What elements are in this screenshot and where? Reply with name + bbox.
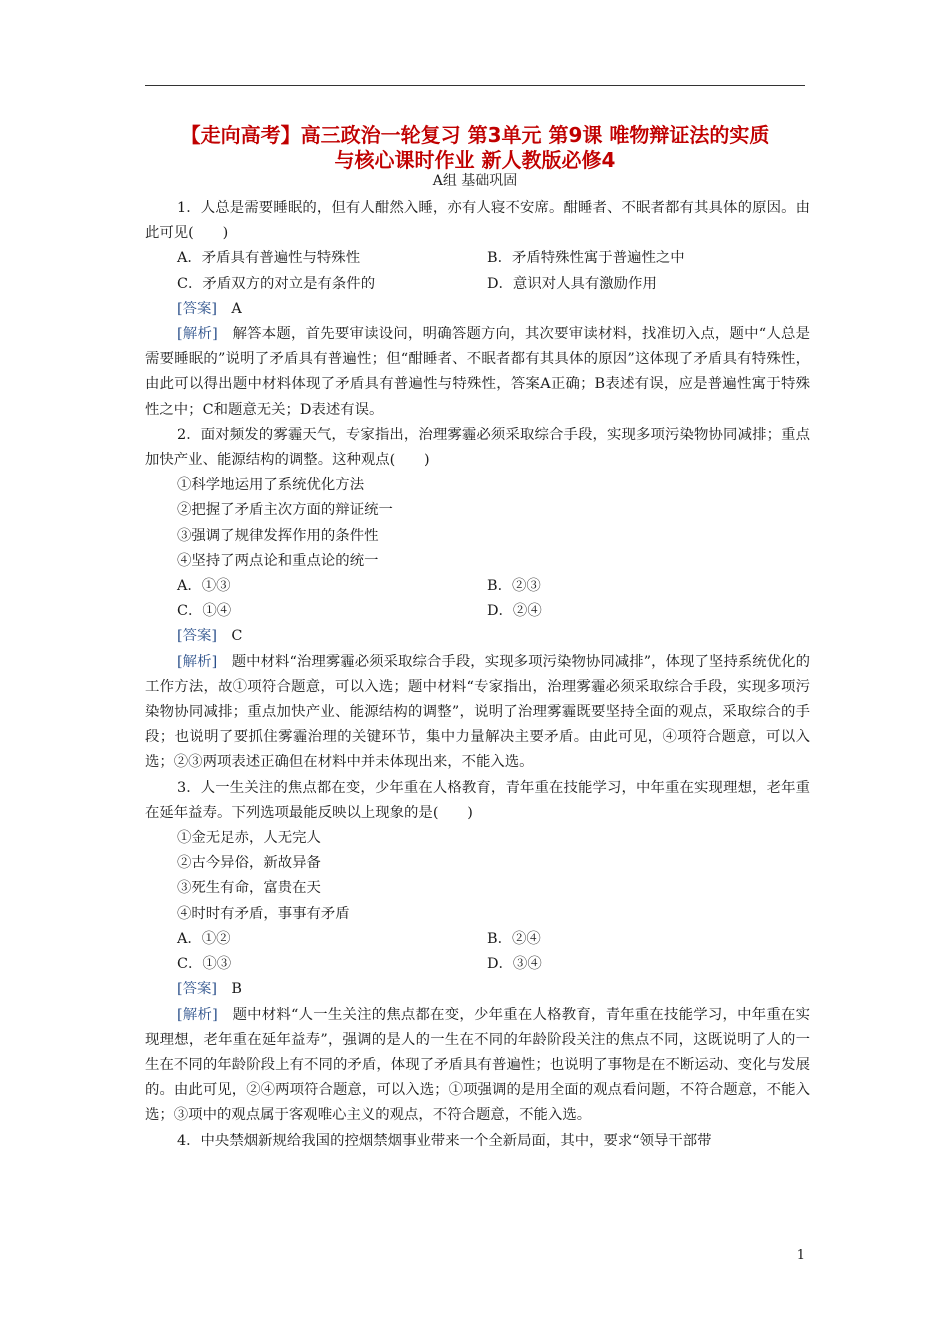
analysis-tag: [解析] <box>177 1006 218 1023</box>
q1-options-row1 <box>145 246 810 271</box>
q3-option-d: D．③④ <box>487 956 542 973</box>
q3-analysis-text: 题中材料“人一生关注的焦点都在变，少年重在人格教育，青年重在技能学习，中年重在实现理想，老年重在延年益寿”，强调的是人的一生在不同的年龄阶段关注的焦点不同，这既说明了人的一生在不同的年龄阶段上有不同的矛盾，体现了矛盾具有普遍性；也说明了事物是在不断运动、变化与发展的。由此可见，②④两项符合题意，可以入选；①项强调的是用全面的观点看问题，不符合题意，不能入选；③项中的观点属于客观唯心主义的观点，不符合题意，不能入选。 <box>145 1006 810 1124</box>
q3-option-c: C．①③ <box>177 956 232 973</box>
q3-answer-value: B <box>231 981 242 998</box>
q2-option-b: B．②③ <box>487 578 541 595</box>
analysis-tag: [解析] <box>177 326 218 343</box>
q3-options-row2 <box>145 952 810 977</box>
title-line-2: 与核心课时作业 新人教版必修4 <box>334 148 616 172</box>
q1-answer <box>145 297 810 322</box>
q3-statement-3: ③死生有命，富贵在天 <box>177 880 321 897</box>
q1-stem: 1．人总是需要睡眠的，但有人酣然入睡，亦有人寝不安席。酣睡者、不眠者都有其具体的原因。由此可见( ) <box>145 200 810 242</box>
q3-statement-2: ②古今异俗，新故异备 <box>177 855 321 872</box>
answer-tag: [答案] <box>177 300 218 317</box>
q1-option-a: A．矛盾具有普遍性与特殊性 <box>177 250 361 267</box>
q2-statement-2: ②把握了矛盾主次方面的辩证统一 <box>177 502 393 519</box>
q2-statement-1: ①科学地运用了系统优化方法 <box>177 477 365 494</box>
q3-analysis <box>145 1003 810 1129</box>
q3-statement-4: ④时时有矛盾，事事有矛盾 <box>177 905 350 922</box>
q2-option-a: A．①③ <box>177 578 231 595</box>
q3-stem: 3．人一生关注的焦点都在变，少年重在人格教育，青年重在技能学习，中年重在实现理想，老年重在延年益寿。下列选项最能反映以上现象的是( ) <box>145 779 810 821</box>
section-subtitle: A组 基础巩固 <box>432 173 518 189</box>
q1-option-b: B．矛盾特殊性寓于普遍性之中 <box>487 250 685 267</box>
q2-answer-value: C <box>231 628 243 645</box>
document-body <box>145 196 810 1154</box>
analysis-tag: [解析] <box>177 653 218 670</box>
q2-options-row1 <box>145 574 810 599</box>
q2-answer <box>145 624 810 649</box>
q1-option-c: C．矛盾双方的对立是有条件的 <box>177 275 376 292</box>
q1-options-row2 <box>145 272 810 297</box>
q2-options-row2 <box>145 599 810 624</box>
q1-analysis-text: 解答本题，首先要审读设问，明确答题方向，其次要审读材料，找准切入点，题中“人总是需要睡眠的”说明了矛盾具有普遍性；但“酣睡者、不眠者都有其具体的原因”这体现了矛盾具有特殊性，由此可以得出题中材料体现了矛盾具有普遍性与特殊性，答案A正确；B表述有误，应是普遍性寓于特殊性之中；C和题意无关；D表述有误。 <box>145 326 810 418</box>
answer-tag: [答案] <box>177 981 218 998</box>
q3-option-a: A．①② <box>177 930 231 947</box>
document-title <box>145 123 805 173</box>
q3-option-b: B．②④ <box>487 930 541 947</box>
q2-option-c: C．①④ <box>177 603 232 620</box>
title-line-1: 【走向高考】高三政治一轮复习 第3单元 第9课 唯物辩证法的实质 <box>180 123 770 147</box>
q2-statement-3: ③强调了规律发挥作用的条件性 <box>177 527 379 544</box>
q4-stem: 4．中央禁烟新规给我国的控烟禁烟事业带来一个全新局面，其中，要求“领导干部带 <box>177 1132 712 1149</box>
q3-answer <box>145 977 810 1002</box>
q1-analysis <box>145 322 810 423</box>
q1-option-d: D．意识对人具有激励作用 <box>487 275 657 292</box>
q2-statement-4: ④坚持了两点论和重点论的统一 <box>177 552 379 569</box>
q2-option-d: D．②④ <box>487 603 542 620</box>
q2-stem: 2．面对频发的雾霾天气，专家指出，治理雾霾必须采取综合手段，实现多项污染物协同减排；重点加快产业、能源结构的调整。这种观点( ) <box>145 426 810 469</box>
q3-statement-1: ①金无足赤，人无完人 <box>177 830 321 847</box>
q3-options-row1 <box>145 927 810 952</box>
header-rule <box>145 85 805 86</box>
q1-answer-value: A <box>231 300 242 317</box>
q2-analysis-text: 题中材料“治理雾霾必须采取综合手段，实现多项污染物协同减排”，体现了坚持系统优化的工作方法，故①项符合题意，可以入选；题中材料“专家指出，治理雾霾必须采取综合手段，实现多项污染物协同减排；重点加快产业、能源结构的调整”，说明了治理雾霾既要坚持全面的观点，采取综合的手段；也说明了要抓住雾霾治理的关键环节，集中力量解决主要矛盾。由此可见，④项符合题意，可以入选；②③两项表述正确但在材料中并未体现出来，不能入选。 <box>145 653 810 771</box>
answer-tag: [答案] <box>177 628 218 645</box>
q2-analysis <box>145 650 810 776</box>
page-number: 1 <box>796 1248 805 1263</box>
